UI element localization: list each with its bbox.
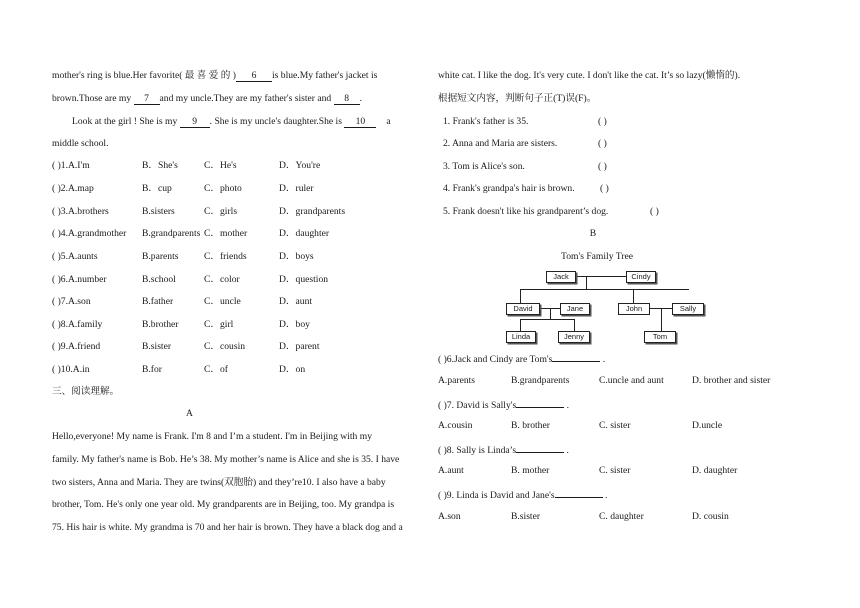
family-tree-title: Tom's Family Tree xyxy=(561,251,633,262)
question-stem-end: . xyxy=(564,445,569,456)
cloze-text: 最 喜 爱 的 xyxy=(182,70,233,81)
cloze-question-option-a[interactable]: ( )7.A.son xyxy=(52,296,91,307)
cloze-line-1 xyxy=(52,70,422,82)
passage-a-continuation: white cat. I like the dog. It's very cute. I don't like the cat. It’s so lazy(懒惰的). xyxy=(438,70,741,81)
tf-question-text: 4. Frank's grandpa's hair is brown. xyxy=(443,183,575,194)
passage-b-option[interactable]: B. brother xyxy=(511,420,550,431)
passage-b-option[interactable]: D. cousin xyxy=(692,511,729,522)
cloze-question-option-b[interactable]: B.brother xyxy=(142,319,179,330)
blank-8[interactable]: 8 xyxy=(334,93,360,105)
family-tree-diagram xyxy=(504,270,704,345)
cloze-question-option-a[interactable]: ( )8.A.family xyxy=(52,319,103,330)
passage-a-line: brother, Tom. He's only one year old. My grandparents are in Beijing, too. My grandpa is xyxy=(52,499,395,510)
question-stem-end: . xyxy=(564,400,570,411)
cloze-question-option-c[interactable]: C．mother xyxy=(204,228,248,239)
answer-blank[interactable] xyxy=(516,443,564,453)
tree-node-jack: Jack xyxy=(546,271,576,283)
tree-line xyxy=(520,289,521,303)
passage-b-question-stem xyxy=(438,352,605,366)
cloze-question-option-d[interactable]: D．daughter xyxy=(279,228,330,239)
passage-b-question-stem xyxy=(438,488,607,502)
cloze-question-option-d[interactable]: D．You're xyxy=(279,160,321,171)
passage-a-label: A xyxy=(186,408,193,419)
passage-b-option[interactable]: A.cousin xyxy=(438,420,473,431)
cloze-question-option-c[interactable]: C．color xyxy=(204,274,240,285)
cloze-question-option-b[interactable]: B.sister xyxy=(142,341,172,352)
tree-node-jenny: Jenny xyxy=(558,331,590,343)
cloze-question-option-c[interactable]: C．girl xyxy=(204,319,234,330)
tf-answer-box[interactable]: ( ) xyxy=(600,183,609,194)
cloze-question-option-c[interactable]: C．girls xyxy=(204,206,238,217)
cloze-question-option-a[interactable]: ( )2.A.map xyxy=(52,183,94,194)
cloze-question-option-d[interactable]: D．question xyxy=(279,274,329,285)
question-stem-text: ( )9. Linda is David and Jane's xyxy=(438,490,555,501)
blank-7[interactable]: 7 xyxy=(134,93,160,105)
cloze-question-option-d[interactable]: D．grandparents xyxy=(279,206,346,217)
cloze-question-option-d[interactable]: D．parent xyxy=(279,341,320,352)
cloze-question-option-c[interactable]: C．of xyxy=(204,364,228,375)
cloze-question-option-c[interactable]: C．friends xyxy=(204,251,247,262)
tf-question-text: 3. Tom is Alice's son. xyxy=(443,161,525,172)
passage-b-option[interactable]: C. sister xyxy=(599,420,631,431)
tree-node-tom: Tom xyxy=(644,331,676,343)
tree-node-cindy: Cindy xyxy=(626,271,656,283)
passage-a-line: 75. His hair is white. My grandma is 70 and her hair is brown. They have a black dog and a xyxy=(52,522,403,533)
cloze-question-option-d[interactable]: D．boys xyxy=(279,251,314,262)
blank-10[interactable]: 10 xyxy=(344,116,376,128)
cloze-question-option-d[interactable]: D．on xyxy=(279,364,306,375)
passage-a-line: two sisters, Anna and Maria. They are twins(双胞胎) and they’re10. I also have a baby xyxy=(52,477,386,488)
blank-9[interactable]: 9 xyxy=(180,116,210,128)
tf-answer-box[interactable]: ( ) xyxy=(650,206,659,217)
cloze-question-option-b[interactable]: B.grandparents xyxy=(142,228,201,239)
tree-node-david: David xyxy=(506,303,540,315)
question-stem-text: ( )8. Sally is Linda’s xyxy=(438,445,517,456)
tf-question-text: 1. Frank's father is 35. xyxy=(443,116,529,127)
cloze-question-option-b[interactable]: B.for xyxy=(142,364,162,375)
cloze-text: . xyxy=(359,93,363,104)
cloze-text: brown.Those are my xyxy=(52,93,134,104)
tf-question-text: 5. Frank doesn't like his grandparent’s dog. xyxy=(443,206,609,217)
cloze-question-option-b[interactable]: B.parents xyxy=(142,251,179,262)
cloze-question-option-a[interactable]: ( )9.A.friend xyxy=(52,341,101,352)
question-stem-end: . xyxy=(602,490,608,501)
cloze-text: . She is my uncle's daughter.She is xyxy=(209,116,345,127)
cloze-question-option-c[interactable]: C．He's xyxy=(204,160,237,171)
cloze-question-option-d[interactable]: D．boy xyxy=(279,319,310,330)
tf-question-text: 2. Anna and Maria are sisters. xyxy=(443,138,558,149)
question-stem-text: ( )6.Jack and Cindy are Tom's xyxy=(438,354,553,365)
cloze-question-option-b[interactable]: B.sisters xyxy=(142,206,175,217)
question-stem-text: ( )7. David is Sally's xyxy=(438,400,517,411)
passage-b-option[interactable]: C.uncle and aunt xyxy=(599,375,664,386)
cloze-text: mother's ring is blue.Her favorite( xyxy=(52,70,183,81)
passage-b-label: B xyxy=(589,228,597,239)
tf-answer-box[interactable]: ( ) xyxy=(598,138,607,149)
cloze-question-option-b[interactable]: B．She's xyxy=(142,160,178,171)
tree-line xyxy=(550,308,551,319)
cloze-question-option-c[interactable]: C．photo xyxy=(204,183,242,194)
passage-b-option[interactable]: B.grandparents xyxy=(511,375,570,386)
passage-a-line: Hello,everyone! My name is Frank. I'm 8 and I’m a student. I'm in Beijing with my xyxy=(52,431,372,442)
passage-b-option[interactable]: D. daughter xyxy=(692,465,738,476)
cloze-line-2 xyxy=(52,93,362,105)
cloze-line-3 xyxy=(72,116,391,128)
cloze-question-option-a[interactable]: ( )1.A.I'm xyxy=(52,160,90,171)
tree-line xyxy=(520,319,521,331)
section-3-title: 三、阅读理解。 xyxy=(52,386,120,397)
answer-blank[interactable] xyxy=(516,398,564,408)
answer-blank[interactable] xyxy=(552,352,600,362)
cloze-question-option-d[interactable]: D．ruler xyxy=(279,183,314,194)
tree-node-john: John xyxy=(618,303,650,315)
tree-line xyxy=(574,319,575,331)
tree-node-sally: Sally xyxy=(672,303,704,315)
tf-answer-box[interactable]: ( ) xyxy=(598,161,607,172)
passage-b-question-stem xyxy=(438,443,569,457)
cloze-question-option-c[interactable]: C．uncle xyxy=(204,296,241,307)
tree-node-linda: Linda xyxy=(506,331,536,343)
passage-b-option[interactable]: B. mother xyxy=(511,465,550,476)
left-column xyxy=(52,0,422,608)
tf-answer-box[interactable]: ( ) xyxy=(598,116,607,127)
cloze-question-option-a[interactable]: ( )5.A.aunts xyxy=(52,251,98,262)
cloze-text: a xyxy=(386,116,391,127)
passage-b-option[interactable]: C. sister xyxy=(599,465,631,476)
tree-line xyxy=(586,276,587,289)
question-stem-end: . xyxy=(600,354,606,365)
blank-6[interactable]: 6 xyxy=(236,70,272,82)
cloze-question-option-b[interactable]: B.father xyxy=(142,296,174,307)
cloze-question-option-b[interactable]: B.school xyxy=(142,274,176,285)
cloze-question-option-a[interactable]: ( )6.A.number xyxy=(52,274,107,285)
cloze-question-option-c[interactable]: C．cousin xyxy=(204,341,246,352)
cloze-text: ) xyxy=(232,70,236,81)
tf-instruction: 根据短文内容，判断句子正(T)误(F)。 xyxy=(438,93,597,104)
cloze-text: and my uncle.They are my father's sister and xyxy=(159,93,334,104)
cloze-question-option-a[interactable]: ( )4.A.grandmother xyxy=(52,228,127,239)
passage-b-question-stem xyxy=(438,398,569,412)
cloze-question-option-b[interactable]: B．cup xyxy=(142,183,172,194)
passage-b-option[interactable]: B.sister xyxy=(511,511,541,522)
cloze-text: is blue.My father's jacket is xyxy=(271,70,378,81)
tree-line xyxy=(633,289,634,303)
tree-line xyxy=(661,308,662,331)
cloze-text: Look at the girl ! She is my xyxy=(72,116,180,127)
cloze-line-4: middle school. xyxy=(52,138,109,149)
tree-line xyxy=(520,289,689,290)
tree-node-jane: Jane xyxy=(560,303,590,315)
passage-b-option[interactable]: C. daughter xyxy=(599,511,644,522)
answer-blank[interactable] xyxy=(555,488,603,498)
passage-b-option[interactable]: D.uncle xyxy=(692,420,723,431)
cloze-question-option-a[interactable]: ( )10.A.in xyxy=(52,364,90,375)
passage-b-option[interactable]: A.parents xyxy=(438,375,476,386)
passage-a-line: family. My father's name is Bob. He’s 38. My mother’s name is Alice and she is 35. I have xyxy=(52,454,400,465)
passage-b-option[interactable]: A.son xyxy=(438,511,461,522)
tree-line xyxy=(520,319,574,320)
cloze-question-option-a[interactable]: ( )3.A.brothers xyxy=(52,206,109,217)
passage-b-option[interactable]: D. brother and sister xyxy=(692,375,771,386)
passage-b-option[interactable]: A.aunt xyxy=(438,465,464,476)
right-column xyxy=(438,0,818,608)
cloze-question-option-d[interactable]: D．aunt xyxy=(279,296,313,307)
